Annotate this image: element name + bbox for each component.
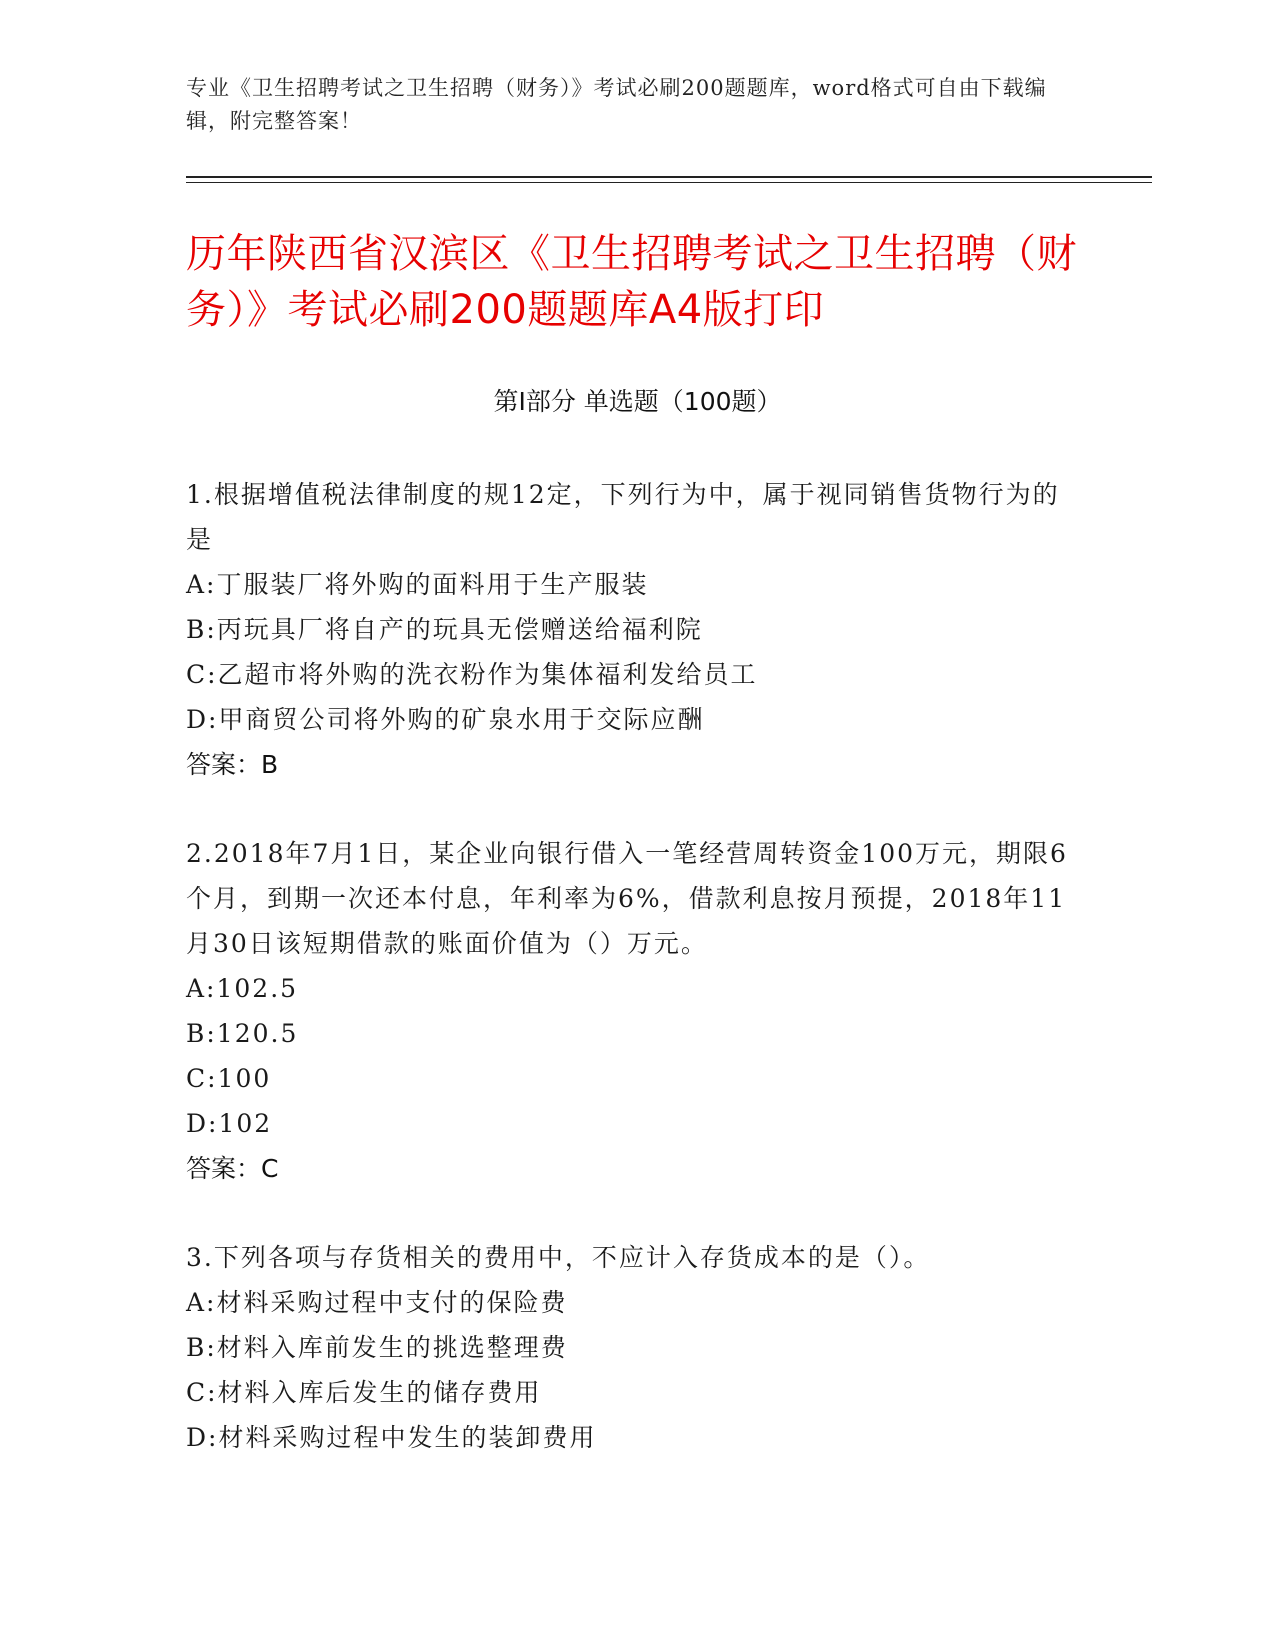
option-d: D:102	[186, 1109, 273, 1138]
document-title: 历年陕西省汉滨区《卫生招聘考试之卫生招聘（财务）》考试必刷200题题库A4版打印	[186, 231, 1077, 333]
question-item	[186, 831, 1086, 1191]
option-c: C:材料入库后发生的储存费用	[186, 1378, 542, 1407]
option-c: C:乙超市将外购的洗衣粉作为集体福利发给员工	[186, 660, 758, 689]
question-stem: 1.根据增值税法律制度的规12定，下列行为中，属于视同销售货物行为的是	[186, 480, 1060, 554]
option-a: A:材料采购过程中支付的保险费	[186, 1288, 568, 1317]
header-divider-thick	[186, 176, 1152, 178]
option-d: D:甲商贸公司将外购的矿泉水用于交际应酬	[186, 705, 705, 734]
question-stem: 3.下列各项与存货相关的费用中，不应计入存货成本的是（）。	[186, 1243, 931, 1272]
option-b: B:材料入库前发生的挑选整理费	[186, 1333, 568, 1362]
question-list	[186, 472, 1086, 1504]
option-a: A:102.5	[186, 974, 299, 1003]
option-a: A:丁服装厂将外购的面料用于生产服装	[186, 570, 649, 599]
option-d: D:材料采购过程中发生的装卸费用	[186, 1423, 597, 1452]
option-c: C:100	[186, 1064, 272, 1093]
header-note: 专业《卫生招聘考试之卫生招聘（财务）》考试必刷200题题库，word格式可自由下载编辑，附完整答案！	[186, 76, 1047, 133]
header-divider-thin	[186, 182, 1152, 183]
question-stem: 2.2018年7月1日，某企业向银行借入一笔经营周转资金100万元，期限6个月，到期一次还本付息，年利率为6%，借款利息按月预提，2018年11月30日该短期借款的账面价值为（）万元。	[186, 839, 1068, 958]
question-item	[186, 1235, 1086, 1460]
answer-line: 答案：B	[186, 750, 279, 779]
option-b: B:120.5	[186, 1019, 299, 1048]
answer-line: 答案：C	[186, 1154, 279, 1183]
section-heading: 第I部分 单选题（100题）	[493, 387, 782, 416]
option-b: B:丙玩具厂将自产的玩具无偿赠送给福利院	[186, 615, 703, 644]
question-item	[186, 472, 1086, 787]
